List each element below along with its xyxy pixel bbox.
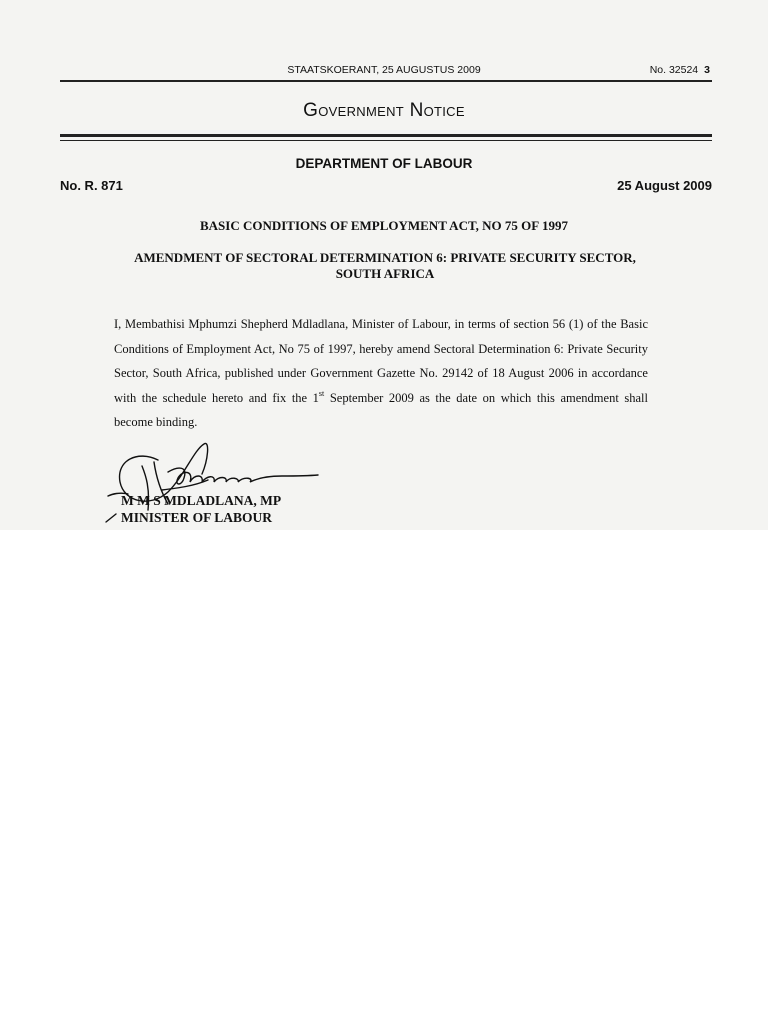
notice-reference: No. R. 871 bbox=[60, 178, 123, 193]
gazette-no: No. 32524 bbox=[649, 64, 699, 76]
notice-rule-thin bbox=[60, 140, 712, 141]
notice-date: 25 August 2009 bbox=[617, 178, 712, 193]
body-tail: September 2009 as the date on which this amendment shall become binding. bbox=[114, 390, 648, 429]
signatory-name: M M S MDLADLANA, MP bbox=[121, 493, 282, 508]
act-heading: BASIC CONDITIONS OF EMPLOYMENT ACT, NO 75 OF 1997 bbox=[199, 218, 568, 233]
signatory-title: MINISTER OF LABOUR bbox=[121, 510, 273, 525]
notice-title: Government Notice bbox=[303, 100, 465, 121]
gazette-number bbox=[598, 64, 710, 76]
amendment-heading: AMENDMENT OF SECTORAL DETERMINATION 6: PRIVATE SECURITY SECTOR, SOUTH AFRICA bbox=[134, 250, 636, 281]
header-rule bbox=[60, 80, 712, 82]
running-title: STAATSKOERANT, 25 AUGUSTUS 2009 bbox=[287, 64, 481, 76]
notice-rule-thick bbox=[60, 134, 712, 137]
department-heading: DEPARTMENT OF LABOUR bbox=[295, 156, 473, 171]
body-main: I, Membathisi Mphumzi Shepherd Mdladlana, Minister of Labour, in terms of section 56 (1) of the Basic Conditions of Employment Act, No 75 of 1997, hereby amend Sectoral Determination 6: Private Security Sector, South Africa, published under Government Gazette No. 29142 of 18 August 2006 in accordance with the schedule hereto and fix the 1 bbox=[114, 317, 648, 405]
notice-body bbox=[114, 312, 648, 435]
page-number: 3 bbox=[704, 64, 710, 76]
ordinal-suffix: st bbox=[318, 388, 325, 398]
